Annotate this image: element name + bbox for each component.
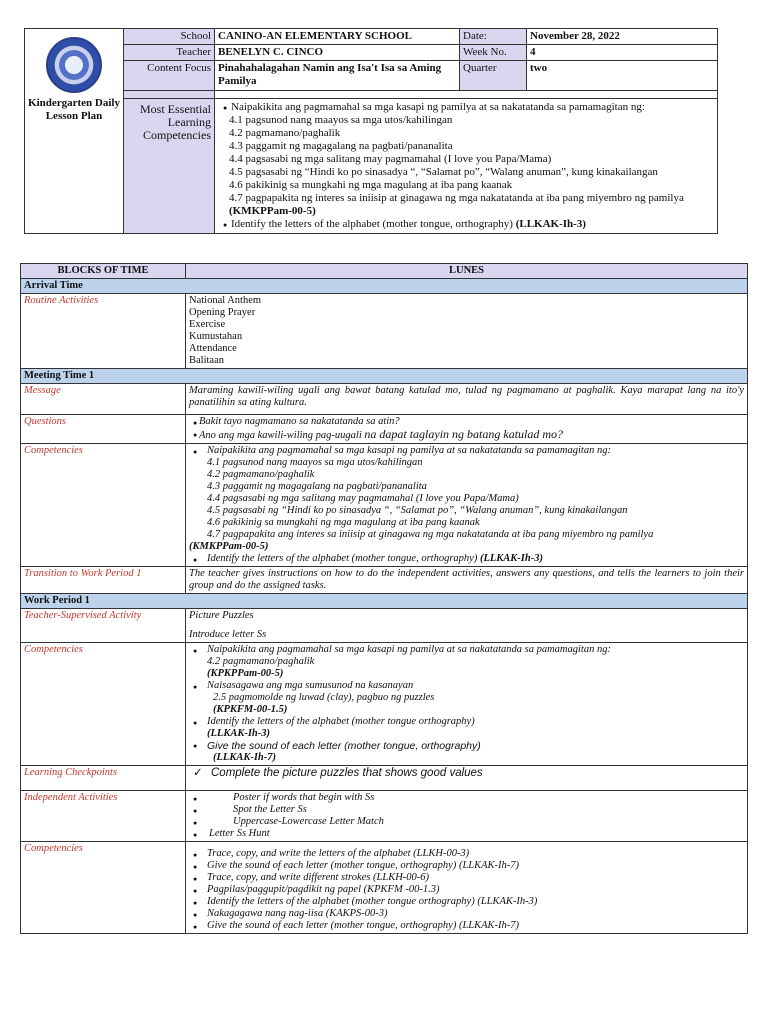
questions-label: Questions	[21, 415, 186, 444]
blocks-of-time-header: BLOCKS OF TIME	[21, 264, 186, 279]
comp-item: 4.2 pagmamano/paghalik	[207, 469, 315, 480]
independent-activities-list	[186, 791, 748, 842]
comp-item: 4.1 pagsunod nang maayos sa mga utos/kahilingan	[207, 457, 423, 468]
message-label: Message	[21, 384, 186, 415]
list-item: Balitaan	[189, 355, 224, 366]
transition-label: Transition to Work Period 1	[21, 567, 186, 594]
date-value: November 28, 2022	[527, 29, 718, 45]
mec-label: Most Essential Learning Competencies	[124, 99, 215, 234]
deped-seal-icon	[46, 37, 102, 93]
mec-item: 4.5 pagsasabi ng “Hindi ko po sinasadya “, “Salamat po”, “Walang anuman”, kung kinakailangan	[229, 166, 658, 178]
quarter-value: two	[527, 61, 718, 91]
learning-checkpoints-label: Learning Checkpoints	[21, 766, 186, 791]
tsa-line: Introduce letter Ss	[189, 629, 267, 640]
question-item: ● Ano ang mga kawili-wiling pag-uugali na dapat taglayin ng batang katulad mo?	[189, 428, 744, 442]
teacher-supervised-label: Teacher-Supervised Activity	[21, 609, 186, 643]
comp-item: 4.7 pagpapakita ang interes sa iniisip at ginagawa ng mga nakatatanda at iba pang miyembro ng pamilya	[207, 529, 654, 540]
mec-item: 4.3 paggamit ng magagalang na pagbati/pananalita	[229, 140, 453, 152]
mec-item: 4.7 pagpapakita ng interes sa iniisip at ginagawa ng mga nakatatanda at iba pang miyembro ng pamilya (KMKPPam-00-5)	[229, 192, 684, 217]
wc-item: 2.5 pagmomolde ng luwad (clay), pagbuo ng puzzles	[213, 692, 435, 703]
wc-code: (LLKAK-Ih-3)	[207, 728, 270, 739]
comp-alpha: ● Identify the letters of the alphabet (mother tongue, orthography) (LLKAK-Ih-3)	[189, 553, 744, 565]
question-item: ● Bakit tayo nagmamano sa nakatatanda sa atin?	[189, 416, 744, 428]
wc-code: (KPKPPam-00-5)	[207, 668, 284, 679]
work-competencies-label: Competencies	[21, 643, 186, 766]
wc-code: (KPKFM-00-1.5)	[213, 704, 288, 715]
independent-activities-label: Independent Activities	[21, 791, 186, 842]
wc-bullet: ● Give the sound of each letter (mother tongue, orthography)	[189, 740, 744, 752]
comp-item: 4.5 pagsasabi ng “Hindi ko po sinasadya “, “Salamat po”, “Walang anuman”, kung kinakailangan	[207, 505, 628, 516]
mec-item: 4.1 pagsunod nang maayos sa mga utos/kahilingan	[229, 114, 453, 126]
mec-intro: ● Naipakikita ang pagmamahal sa mga kasapi ng pamilya at sa nakatatanda sa pamamagitan ng:	[219, 101, 713, 114]
wc-bullet: ● Naisasagawa ang mga sumusunod na kasanayan	[189, 680, 744, 692]
school-value: CANINO-AN ELEMENTARY SCHOOL	[215, 29, 460, 45]
content-focus-value: Pinahahalagahan Namin ang Isa't Isa sa Aming Pamilya	[215, 61, 460, 91]
list-item: ● Trace, copy, and write different strokes (LLKH-00-6)	[189, 872, 744, 884]
date-label: Date:	[460, 29, 527, 45]
work-period-section: Work Period 1	[21, 594, 748, 609]
wc-item: 4.2 pagmamano/paghalik	[207, 656, 315, 667]
wc-code: (LLKAK-Ih-7)	[213, 752, 276, 763]
competencies2-label: Competencies	[21, 842, 186, 934]
comp-item: 4.3 paggamit ng magagalang na pagbati/pananalita	[207, 481, 427, 492]
list-item: ● Poster if words that begin with Ss	[189, 792, 744, 804]
mec-alpha-code: (LLKAK-Ih-3)	[515, 218, 586, 230]
lesson-plan-body	[20, 263, 748, 934]
list-item: ● Trace, copy, and write the letters of the alphabet (LLKH-00-3)	[189, 848, 744, 860]
week-label: Week No.	[460, 45, 527, 61]
transition-text: The teacher gives instructions on how to do the independent activities, answers any questions, and tells the learners to join their group and do the assigned tasks.	[186, 567, 748, 594]
list-item: ● Give the sound of each letter (mother tongue, orthography) (LLKAK-Ih-7)	[189, 860, 744, 872]
mec-item: 4.4 pagsasabi ng mga salitang may pagmamahal (I love you Papa/Mama)	[229, 153, 552, 165]
comp-item: 4.4 pagsasabi ng mga salitang may pagmamahal (I love you Papa/Mama)	[207, 493, 519, 504]
list-item: Exercise	[189, 319, 226, 330]
wc-bullet: ● Identify the letters of the alphabet (mother tongue orthography)	[189, 716, 744, 728]
checkpoint-text: Complete the picture puzzles that shows good values	[211, 767, 483, 779]
mec-list	[215, 99, 718, 234]
arrival-time-section: Arrival Time	[21, 279, 748, 294]
list-item: Attendance	[189, 343, 237, 354]
content-focus-label: Content Focus	[124, 61, 215, 91]
check-icon	[189, 767, 744, 779]
mec-alpha: ● Identify the letters of the alphabet (mother tongue, orthography) (LLKAK-Ih-3)	[219, 218, 713, 231]
lesson-plan-header	[24, 28, 718, 234]
logo-cell	[25, 29, 124, 234]
list-item: ● Letter Ss Hunt	[189, 828, 744, 840]
teacher-value: BENELYN C. CINCO	[215, 45, 460, 61]
list-item: ● Spot the Letter Ss	[189, 804, 744, 816]
list-item: Kumustahan	[189, 331, 243, 342]
competencies-label: Competencies	[21, 444, 186, 567]
school-label: School	[124, 29, 215, 45]
work-competencies-list	[186, 643, 748, 766]
learning-checkpoint	[186, 766, 748, 791]
list-item: ● Pagpilas/paggupit/pagdikit ng papel (KPKFM -00-1.3)	[189, 884, 744, 896]
list-item: Opening Prayer	[189, 307, 256, 318]
lesson-plan-title: Kindergarten Daily Lesson Plan	[28, 97, 120, 122]
week-value: 4	[527, 45, 718, 61]
list-item: ● Nakagagawa nang nag-iisa (KAKPS-00-3)	[189, 908, 744, 920]
message-text: Maraming kawili-wiling ugali ang bawat batang katulad mo, tulad ng pagmamano at paghalik. Kaya marapat lang na ito'y panatilihin sa ating kultura.	[186, 384, 748, 415]
mec-item: 4.2 pagmamano/paghalik	[229, 127, 341, 139]
teacher-label: Teacher	[124, 45, 215, 61]
questions-list	[186, 415, 748, 444]
list-item: National Anthem	[189, 295, 262, 306]
teacher-supervised-text	[186, 609, 748, 643]
tsa-line: Picture Puzzles	[189, 610, 254, 621]
routine-activities-list	[186, 294, 748, 369]
comp-item: 4.6 pakikinig sa mungkahi ng mga magulang at iba pang kaanak	[207, 517, 480, 528]
comp-code: (KMKPPam-00-5)	[189, 541, 269, 552]
list-item: ● Give the sound of each letter (mother tongue, orthography) (LLKAK-Ih-7)	[189, 920, 744, 932]
list-item: ● Uppercase-Lowercase Letter Match	[189, 816, 744, 828]
comp-alpha-code: (LLKAK-Ih-3)	[479, 553, 543, 564]
mec-code: (KMKPPam-00-5)	[229, 205, 316, 217]
list-item: ● Identify the letters of the alphabet (mother tongue orthography) (LLKAK-Ih-3)	[189, 896, 744, 908]
lunes-header: LUNES	[186, 264, 748, 279]
mec-item: 4.6 pakikinig sa mungkahi ng mga magulang at iba pang kaanak	[229, 179, 513, 191]
routine-activities-label: Routine Activities	[21, 294, 186, 369]
quarter-label: Quarter	[460, 61, 527, 91]
comp-intro: ● Naipakikita ang pagmamahal sa mga kasapi ng pamilya at sa nakatatanda sa pamamagitan ng:	[189, 445, 744, 457]
meeting-competencies-list	[186, 444, 748, 567]
competencies2-list	[186, 842, 748, 934]
wc-intro: ● Naipakikita ang pagmamahal sa mga kasapi ng pamilya at sa nakatatanda sa pamamagitan ng:	[189, 644, 744, 656]
meeting-time-section: Meeting Time 1	[21, 369, 748, 384]
